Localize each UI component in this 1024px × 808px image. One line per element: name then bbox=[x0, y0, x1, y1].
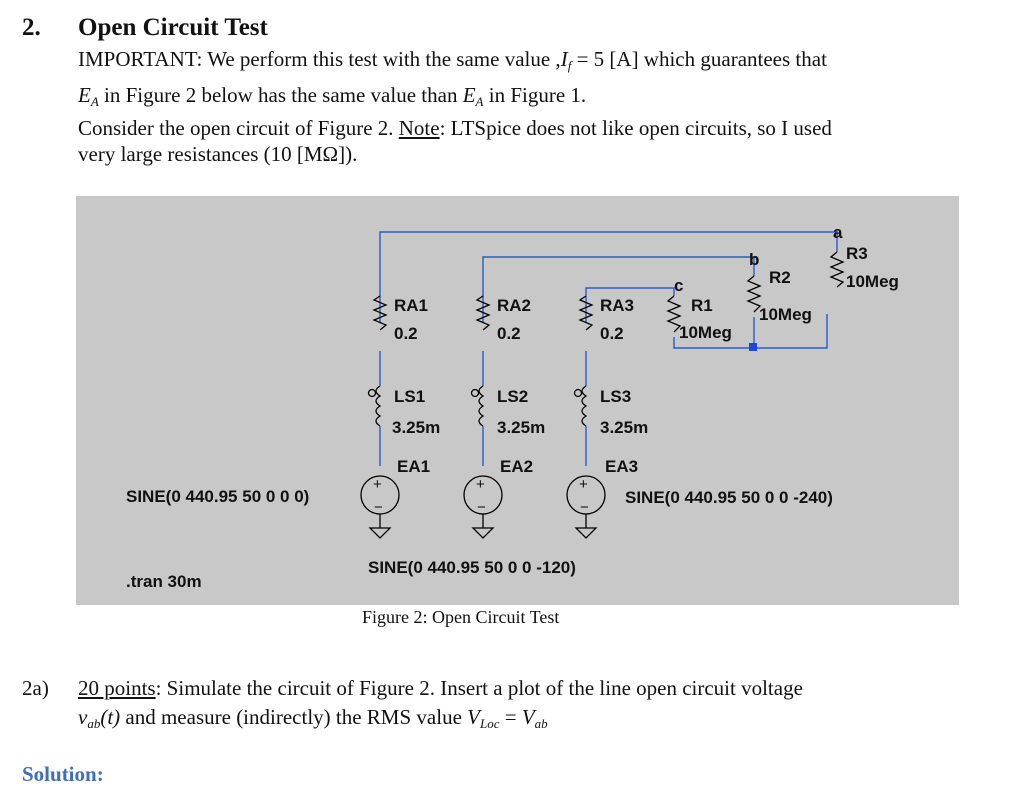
intro-line-3: Consider the open circuit of Figure 2. Note: LTSpice does not like open circuits, so I used bbox=[78, 116, 832, 140]
ra3-value: 0.2 bbox=[600, 324, 624, 343]
note-link: Note bbox=[398, 116, 440, 140]
intro-line-1: IMPORTANT: We perform this test with the same value $,I_f = 5$ [A] which guarantees that bbox=[78, 47, 827, 73]
ea2-plus: + bbox=[476, 476, 485, 493]
points-label: 20 points bbox=[78, 676, 156, 700]
ra1-value: 0.2 bbox=[394, 324, 418, 343]
ls3-name: LS3 bbox=[600, 387, 632, 406]
r1-value: 10Meg bbox=[679, 323, 732, 342]
figure-caption: Figure 2: Open Circuit Test bbox=[362, 607, 560, 627]
r3-name: R3 bbox=[846, 244, 868, 263]
tran-directive: .tran 30m bbox=[126, 572, 202, 591]
r1-name: R1 bbox=[691, 296, 713, 315]
ra2-value: 0.2 bbox=[497, 324, 521, 343]
solution-label: Solution: bbox=[22, 762, 104, 786]
r2-name: R2 bbox=[769, 268, 791, 287]
question-line-1: 20 points: Simulate the circuit of Figure 2. Insert a plot of the line open circuit voltage bbox=[78, 676, 803, 700]
ls1-name: LS1 bbox=[394, 387, 426, 406]
node-b-label: b bbox=[749, 250, 760, 269]
node-c-label: c bbox=[674, 276, 684, 295]
junction-node bbox=[749, 343, 757, 351]
ra2-name: RA2 bbox=[497, 296, 532, 315]
ra1-name: RA1 bbox=[394, 296, 429, 315]
question-label: 2a) bbox=[22, 676, 49, 700]
ea2-minus: − bbox=[477, 499, 486, 516]
circuit-figure bbox=[76, 196, 959, 605]
question-line-2: $v_{ab}(t)$ and measure (indirectly) the RMS value $V_{Loc} = V_{ab}$ bbox=[78, 705, 548, 731]
r3-value: 10Meg bbox=[846, 272, 899, 291]
ea3-minus: − bbox=[580, 499, 589, 516]
ea3-name: EA3 bbox=[605, 457, 639, 476]
node-a-label: a bbox=[833, 223, 843, 242]
intro-line-4: very large resistances (10 [MΩ]). bbox=[78, 142, 358, 166]
ea1-name: EA1 bbox=[397, 457, 431, 476]
ea2-spec: SINE(0 440.95 50 0 0 -120) bbox=[368, 558, 576, 577]
ea3-plus: + bbox=[579, 476, 588, 493]
ls2-name: LS2 bbox=[497, 387, 529, 406]
ls1-value: 3.25m bbox=[392, 418, 441, 437]
ra3-name: RA3 bbox=[600, 296, 635, 315]
r2-value: 10Meg bbox=[759, 305, 812, 324]
ea1-spec: SINE(0 440.95 50 0 0 0) bbox=[126, 487, 310, 506]
section-title: Open Circuit Test bbox=[78, 14, 268, 41]
section-number: 2. bbox=[22, 14, 41, 41]
ea2-name: EA2 bbox=[500, 457, 534, 476]
ea3-spec: SINE(0 440.95 50 0 0 -240) bbox=[625, 488, 833, 507]
ls2-value: 3.25m bbox=[497, 418, 546, 437]
ea1-plus: + bbox=[373, 476, 382, 493]
ls3-value: 3.25m bbox=[600, 418, 649, 437]
ea1-minus: − bbox=[374, 499, 383, 516]
intro-line-2: $E_A$ in Figure 2 below has the same value than $E_A$ in Figure 1. bbox=[78, 83, 587, 109]
